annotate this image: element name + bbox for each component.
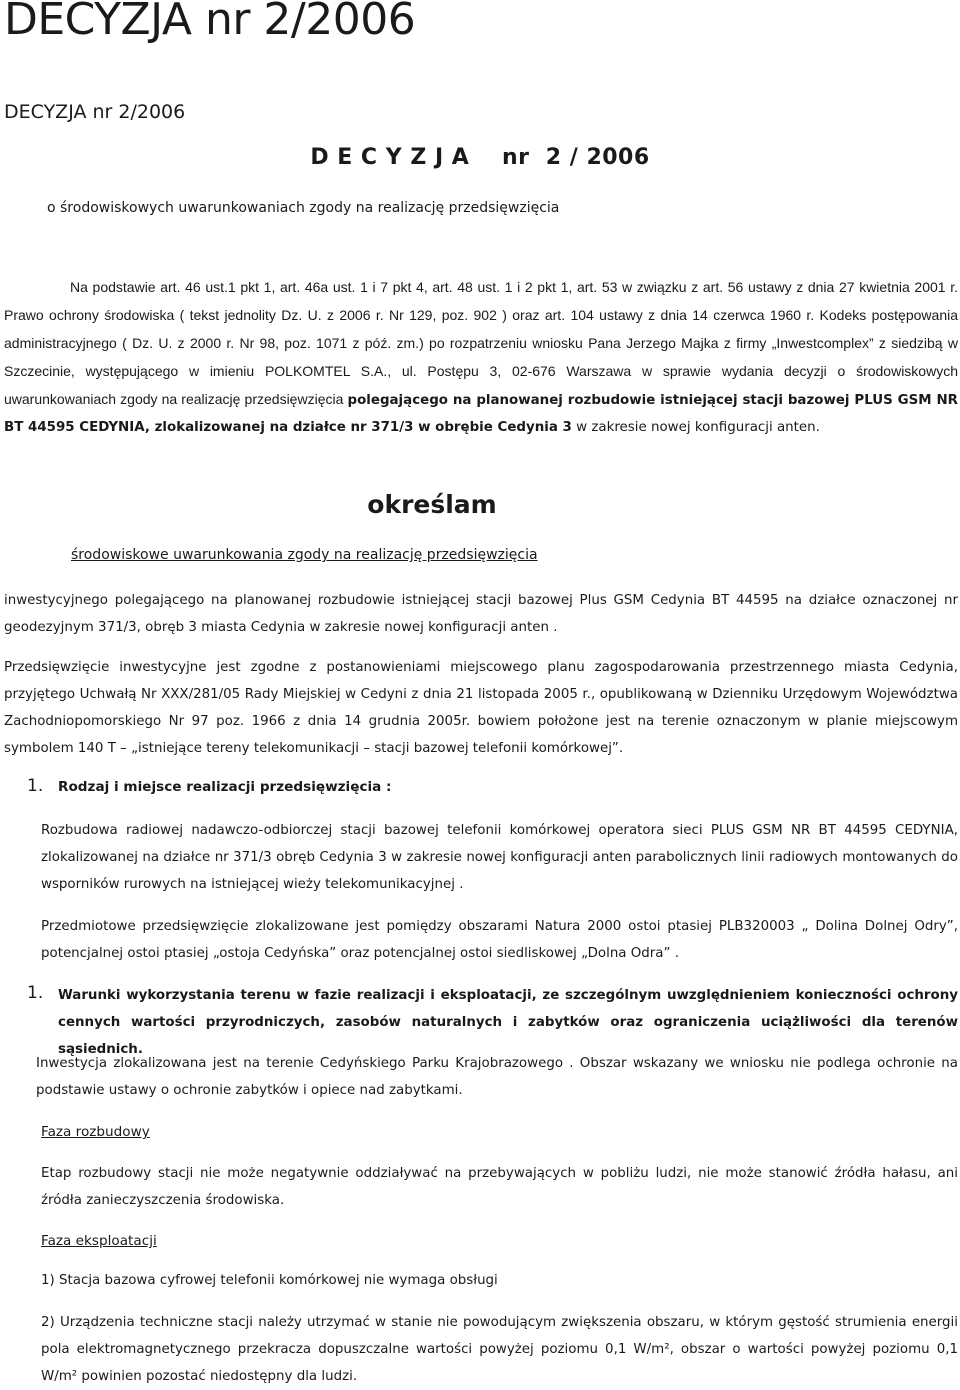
env-conditions-heading: środowiskowe uwarunkowania zgody na realizację przedsięwzięcia — [71, 547, 538, 563]
decision-subject: o środowiskowych uwarunkowaniach zgody na realizację przedsięwzięcia — [47, 200, 560, 216]
faza-eksploatacji-heading: Faza eksploatacji — [41, 1233, 157, 1249]
intro-text-bold: polegającego na planowanej rozbudowie istniejącej stacji bazowej PLUS GSM NR BT 44595 CEDYNIA, zlokalizowanej na działce nr 371/3 w obrębie Cedynia 3 — [4, 393, 958, 435]
faza-rozbudowy-heading: Faza rozbudowy — [41, 1124, 150, 1140]
page-title: DECYZJA nr 2/2006 — [4, 0, 416, 45]
intro-paragraph — [4, 274, 958, 441]
item2-number: 1. — [27, 983, 44, 1003]
faza-rozbudowy-paragraph: Etap rozbudowy stacji nie może negatywnie oddziaływać na przebywających w pobliżu ludzi, nie może stanowić źródła hałasu, ani źródła zanieczyszczenia środowiska. — [41, 1166, 958, 1208]
decision-heading — [0, 145, 960, 170]
decision-heading-text: D E C Y Z J A nr 2 / 2006 — [310, 145, 650, 170]
intro-text-part2: w zakresie nowej konfiguracji anten. — [571, 420, 820, 435]
plan-paragraph: Przedsięwzięcie inwestycyjne jest zgodne z postanowieniami miejscowego planu zagospodarowania przestrzennego miasta Cedynia, przyjętego Uchwałą Nr XXX/281/05 Rady Miejskiej w Cedyni z dnia 21 listopada 2005 r., opublikowaną w Dzienniku Urzędowym Województwa Zachodniopomorskiego Nr 97 poz. 1966 z dnia 14 grudnia 2005r. bowiem położone jest na terenie oznaczonym w planie miejscowym symbolem 140 T – „istniejące tereny telekomunikacji – stacji bazowej telefonii komórkowej”. — [4, 660, 958, 756]
item1-number: 1. — [27, 776, 44, 796]
intro-text-part1: Na podstawie art. 46 ust.1 pkt 1, art. 46a ust. 1 i 7 pkt 4, art. 48 ust. 1 i 2 pkt 1, art. 53 w związku z art. 56 ustawy z dnia 27 kwietnia 2001 r. Prawo ochrony środowiska ( tekst jednolity Dz. U. z 2006 r. Nr 129, poz. 902 ) oraz art. 104 ustawy z dnia 14 czerwca 1960 r. Kodeks postępowania administracyjnego ( Dz. U. z 2000 r. Nr 98, poz. 1071 z póź. zm.) po rozpatrzeniu wniosku Pana Jerzego Majka z firmy „Inwestcomplex” z siedzibą w Szczecinie, występującego w imieniu POLKOMTEL S.A., ul. Postępu 3, 02-676 Warszawa w sprawie wydania decyzji o środowiskowych uwarunkowaniach zgody na realizację przedsięwzięcia — [4, 279, 958, 407]
investment-paragraph: inwestycyjnego polegającego na planowanej rozbudowie istniejącej stacji bazowej Plus GSM Cedynia BT 44595 na działce oznaczonej nr geodezyjnym 371/3, obręb 3 miasta Cedynia w zakresie nowej konfiguracji anten . — [4, 593, 958, 635]
document-subtitle: DECYZJA nr 2/2006 — [4, 101, 186, 123]
item2-title: Warunki wykorzystania terenu w fazie realizacji i eksploatacji, ze szczególnym uwzględnieniem konieczności ochrony cennych wartości przyrodniczych, zasobów naturalnych i zabytków oraz ograniczenia uciążliwości dla terenów sąsiednich. — [58, 988, 958, 1057]
item2-paragraph: Inwestycja zlokalizowana jest na terenie Cedyńskiego Parku Krajobrazowego . Obszar wskazany we wniosku nie podlega ochronie na podstawie ustawy o ochronie zabytków i opiece nad zabytkami. — [36, 1056, 958, 1098]
item1-paragraph-1: Rozbudowa radiowej nadawczo-odbiorczej stacji bazowej telefonii komórkowej operatora sieci PLUS GSM NR BT 44595 CEDYNIA, zlokalizowanej na działce nr 371/3 obręb Cedynia 3 w zakresie nowej konfiguracji anten parabolicznych linii radiowych montowanych do wsporników rurowych na istniejącej wieży telekomunikacyjnej . — [41, 823, 958, 892]
okreslam-heading: określam — [367, 490, 497, 519]
item1-title: Rodzaj i miejsce realizacji przedsięwzięcia : — [58, 779, 392, 795]
eksploatacja-item-1: 1) Stacja bazowa cyfrowej telefonii komórkowej nie wymaga obsługi — [41, 1273, 498, 1288]
item1-paragraph-2: Przedmiotowe przedsięwzięcie zlokalizowane jest pomiędzy obszarami Natura 2000 ostoi ptasiej PLB320003 „ Dolina Dolnej Odry”, potencjalnej ostoi ptasiej „ostoja Cedyńska” oraz potencjalnej ostoi siedliskowej „Dolna Odra” . — [41, 919, 958, 961]
eksploatacja-item-2: 2) Urządzenia techniczne stacji należy utrzymać w stanie nie powodującym zwiększenia obszaru, w którym gęstość strumienia energii pola elektromagnetycznego przekracza dopuszczalne wartości powyżej poziomu 0,1 W/m², obszar o wartości powyżej poziomu 0,1 W/m² powinien pozostać niedostępny dla ludzi. — [41, 1315, 958, 1384]
